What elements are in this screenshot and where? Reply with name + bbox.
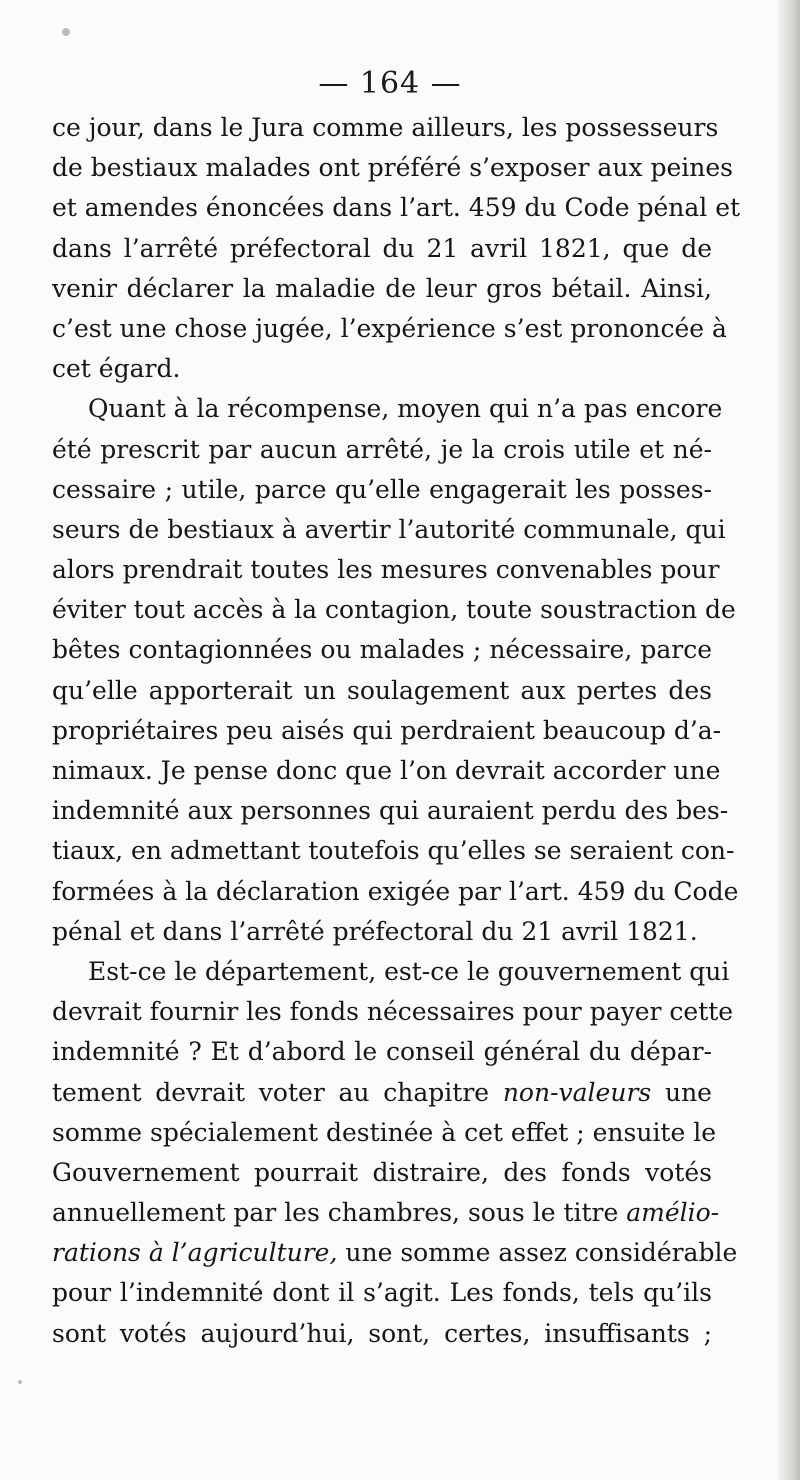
text-segment: une somme assez considérable <box>345 1238 738 1268</box>
text-line: et amendes énoncées dans l’art. 459 du Code pénal et <box>52 193 741 223</box>
text-line: devrait fournir les fonds nécessaires pour payer cette <box>52 997 734 1027</box>
text-line <box>52 1193 720 1233</box>
text-segment: une <box>664 1077 712 1107</box>
page-number: — 164 — <box>318 66 462 101</box>
text-line: ce jour, dans le Jura comme ailleurs, les possesseurs <box>52 113 719 142</box>
italic-term: rations à l’agriculture, <box>52 1238 338 1268</box>
text-line: pour l’indemnité dont il s’agit. Les fonds, tels qu’ils <box>52 1278 712 1308</box>
text-line: dans l’arrêté préfectoral du 21 avril 1821, que de <box>52 233 712 263</box>
ink-speck <box>18 1380 22 1384</box>
text-line: sont votés aujourd’hui, sont, certes, insuffisants ; <box>52 1318 712 1348</box>
text-line: été prescrit par aucun arrêté, je la crois utile et né- <box>52 434 712 464</box>
text-line: tiaux, en admettant toutefois qu’elles se seraient con- <box>52 836 735 866</box>
text-line: Gouvernement pourrait distraire, des fonds votés <box>52 1157 712 1187</box>
text-line: indemnité ? Et d’abord le conseil général du dépar- <box>52 1037 712 1067</box>
body-text <box>52 108 741 1354</box>
text-line: formées à la déclaration exigée par l’art. 459 du Code <box>52 876 739 906</box>
text-line: propriétaires peu aisés qui perdraient beaucoup d’a- <box>52 715 722 745</box>
text-line: bêtes contagionnées ou malades ; nécessaire, parce <box>52 635 712 665</box>
text-line <box>52 1073 712 1113</box>
ink-speck <box>62 28 70 36</box>
text-line: nimaux. Je pense donc que l’on devrait accorder une <box>52 756 721 785</box>
italic-term: amélio- <box>626 1198 720 1228</box>
text-line: Est-ce le département, est-ce le gouvernement qui <box>88 956 730 986</box>
text-line <box>52 1233 738 1273</box>
text-line: de bestiaux malades ont préféré s’exposer aux peines <box>52 153 734 183</box>
text-segment: annuellement par les chambres, sous le titre <box>52 1198 619 1228</box>
text-line: seurs de bestiaux à avertir l’autorité communale, qui <box>52 514 726 544</box>
text-line: somme spécialement destinée à cet effet ; ensuite le <box>52 1117 717 1147</box>
text-line: cet égard. <box>52 354 181 384</box>
text-line: venir déclarer la maladie de leur gros bétail. Ainsi, <box>52 273 712 303</box>
text-line: alors prendrait toutes les mesures convenables pour <box>52 555 720 585</box>
text-line: c’est une chose jugée, l’expérience s’est prononcée à <box>52 313 727 343</box>
text-segment: tement devrait voter au chapitre <box>52 1077 490 1107</box>
text-line: éviter tout accès à la contagion, toute soustraction de <box>52 595 736 625</box>
text-line: cessaire ; utile, parce qu’elle engagerait les posses- <box>52 474 712 504</box>
text-line: pénal et dans l’arrêté préfectoral du 21 avril 1821. <box>52 916 698 946</box>
text-line: indemnité aux personnes qui auraient perdu des bes- <box>52 796 729 826</box>
text-line: qu’elle apporterait un soulagement aux pertes des <box>52 675 712 705</box>
italic-term: non-valeurs <box>502 1077 652 1107</box>
text-line: Quant à la récompense, moyen qui n’a pas encore <box>88 394 723 424</box>
